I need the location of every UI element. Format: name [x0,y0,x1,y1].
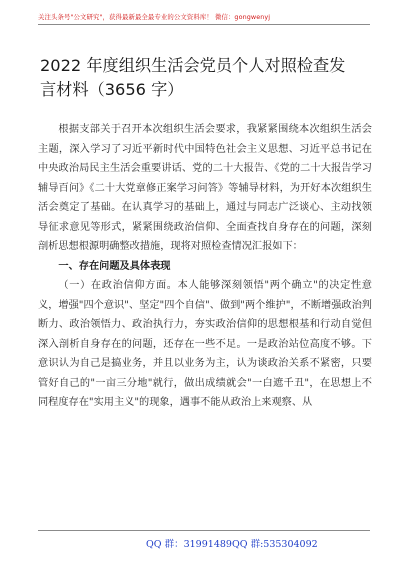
intro-paragraph: 根据支部关于召开本次组织生活会要求，我紧紧围绕本次组织生活会主题，深入学习了习近平新时代中国特色社会主义思想、习近平总书记在中央政治局民主生活会重要讲话、党的二十大报告、《党的二十大报告学习辅导百问》《二十大党章修正案学习问答》等辅导材料，为开好本次组织生活会奠定了基础。在认真学习的基础上，通过与同志广泛谈心、主动找领导征求意见等形式，紧紧围绕政治信仰、全面查找自身存在的问题，深刻剖析思想根源明确整改措施，现将对照检查情况汇报如下： [38,124,372,252]
footer-qq-group-2: QQ 群:535304092 [232,539,318,550]
section-heading: 一、存在问题及具体表现 [58,260,171,272]
footer-divider [38,530,370,531]
title-line-1: 2022 年度组织生活会党员个人对照检查发 [40,56,346,75]
document-body [38,120,372,413]
title-line-2: 言材料（3656 字） [40,80,184,99]
header-divider [38,24,370,25]
page-header [0,0,408,26]
document-title [40,54,370,102]
page-footer [0,536,408,552]
political-belief-paragraph: （一）在政治信仰方面。本人能够深刻领悟"两个确立"的决定性意义，增强"四个意识"、坚定"四个自信"、做到"两个维护"，不断增强政治判断力、政治领悟力、政治执行力，夯实政治信仰的思想根基和行动自觉但深入剖析自身存在的问题，还存在一些不足。一是政治站位高度不够。下意识认为自己是搞业务，并且以业务为主，认为谈政治关系不紧密，只要管好自己的"一亩三分地"就行，做出成绩就会"一白遮千丑"，在思想上不同程度存在"实用主义"的现象，遇事不能从政治上来观察、从 [38,280,372,408]
footer-qq-group-1: QQ 群：31991489 [146,539,232,550]
header-banner: 关注头条号"公文研究"，获得最新最全最专业的公文资料库！ 微信：gongwenyj [38,13,271,21]
